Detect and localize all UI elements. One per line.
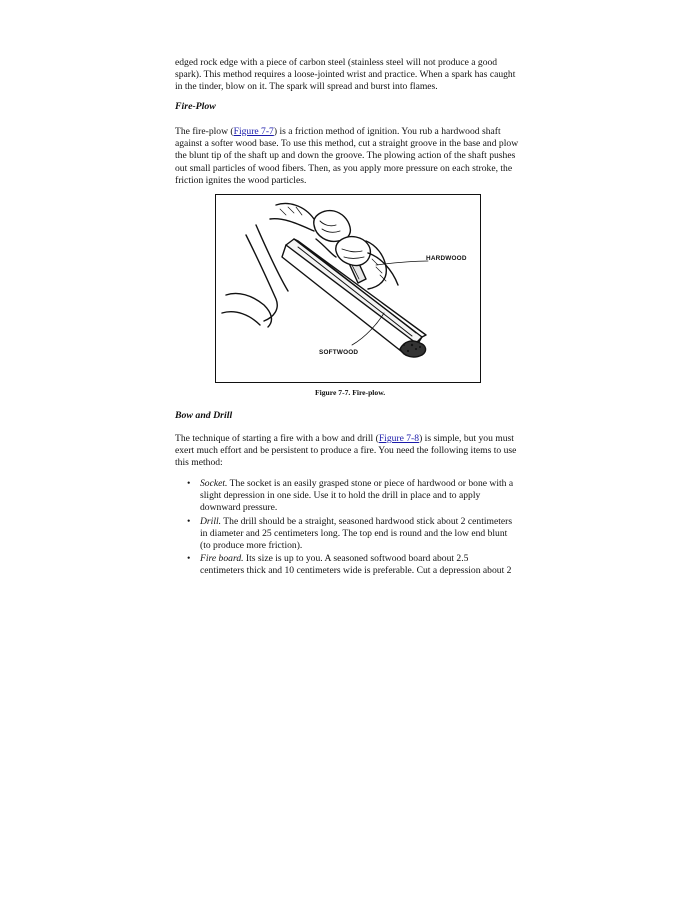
item-term: Socket.: [200, 478, 228, 489]
item-line: in diameter and 25 centimeters long. The top end is round and the low end blunt: [200, 527, 508, 539]
item-line: [200, 516, 527, 528]
item-line: centimeters thick and 10 centimeters wide is preferable. Cut a depression about 2: [200, 565, 512, 577]
bow-drill-line: exert much effort and be persistent to produce a fire. You need the following items to use: [175, 445, 517, 457]
fire-plow-line: [175, 126, 527, 138]
intro-line: in the tinder, blow on it. The spark will spread and burst into flames.: [175, 81, 438, 93]
fire-plow-figure: [215, 194, 481, 383]
item-line: (to produce more friction).: [200, 540, 303, 552]
list-item-fire-board: [175, 553, 527, 577]
fire-plow-line: friction ignites the wood particles.: [175, 174, 307, 186]
bullet-icon: •: [187, 515, 191, 527]
bullet-icon: •: [187, 553, 191, 565]
bow-drill-text: ) is simple, but you must: [419, 433, 514, 444]
fire-plow-line: against a softer wood base. To use this method, cut a straight groove in the base and plow: [175, 138, 519, 150]
item-term: Fire board.: [200, 553, 244, 565]
item-line: [200, 478, 527, 490]
item-text: The drill should be a straight, seasoned hardwood stick about 2 centimeters: [221, 515, 513, 527]
fire-plow-text: ) is a friction method of ignition. You rub a hardwood shaft: [273, 126, 501, 137]
list-item-socket: [175, 478, 527, 515]
fire-plow-line: out small particles of wood fibers. Then, as you apply more pressure on each stroke, the: [175, 162, 513, 174]
bow-drill-line: [175, 433, 527, 445]
item-line: downward pressure.: [200, 502, 278, 514]
fire-plow-text: The fire-plow (: [175, 126, 234, 137]
bow-drill-items-list: [175, 478, 527, 579]
fire-plow-paragraph: [175, 126, 527, 187]
figure-7-7-link[interactable]: Figure 7-7: [233, 126, 274, 137]
item-text: The socket is an easily grasped stone or piece of hardwood or bone with a: [227, 478, 514, 489]
figure-caption: Figure 7-7. Fire-plow.: [315, 388, 386, 397]
bullet-icon: •: [187, 478, 191, 489]
heading-bow-and-drill: Bow and Drill: [175, 410, 233, 421]
hardwood-label: HARDWOOD: [426, 255, 467, 262]
bow-drill-line: this method:: [175, 457, 223, 469]
intro-line: edged rock edge with a piece of carbon steel (stainless steel will not produce a good: [175, 57, 498, 68]
item-term: Drill.: [200, 515, 222, 527]
fire-plow-line: the blunt tip of the shaft up and down the groove. The plowing action of the shaft pushes: [175, 150, 516, 162]
figure-7-8-link[interactable]: Figure 7-8: [378, 433, 420, 444]
heading-fire-plow: Fire-Plow: [175, 101, 216, 112]
softwood-label: SOFTWOOD: [319, 349, 359, 356]
intro-paragraph: [175, 57, 527, 94]
item-text: Its size is up to you. A seasoned softwood board about 2.5: [243, 553, 469, 565]
intro-line: spark). This method requires a loose-jointed wrist and practice. When a spark has caught: [175, 69, 516, 81]
item-line: slight depression in one side. Use it to hold the drill in place and to apply: [200, 490, 481, 502]
item-line: [200, 553, 527, 565]
bow-drill-text: The technique of starting a fire with a bow and drill (: [175, 433, 379, 444]
bow-drill-paragraph: [175, 433, 527, 470]
list-item-drill: [175, 516, 527, 553]
